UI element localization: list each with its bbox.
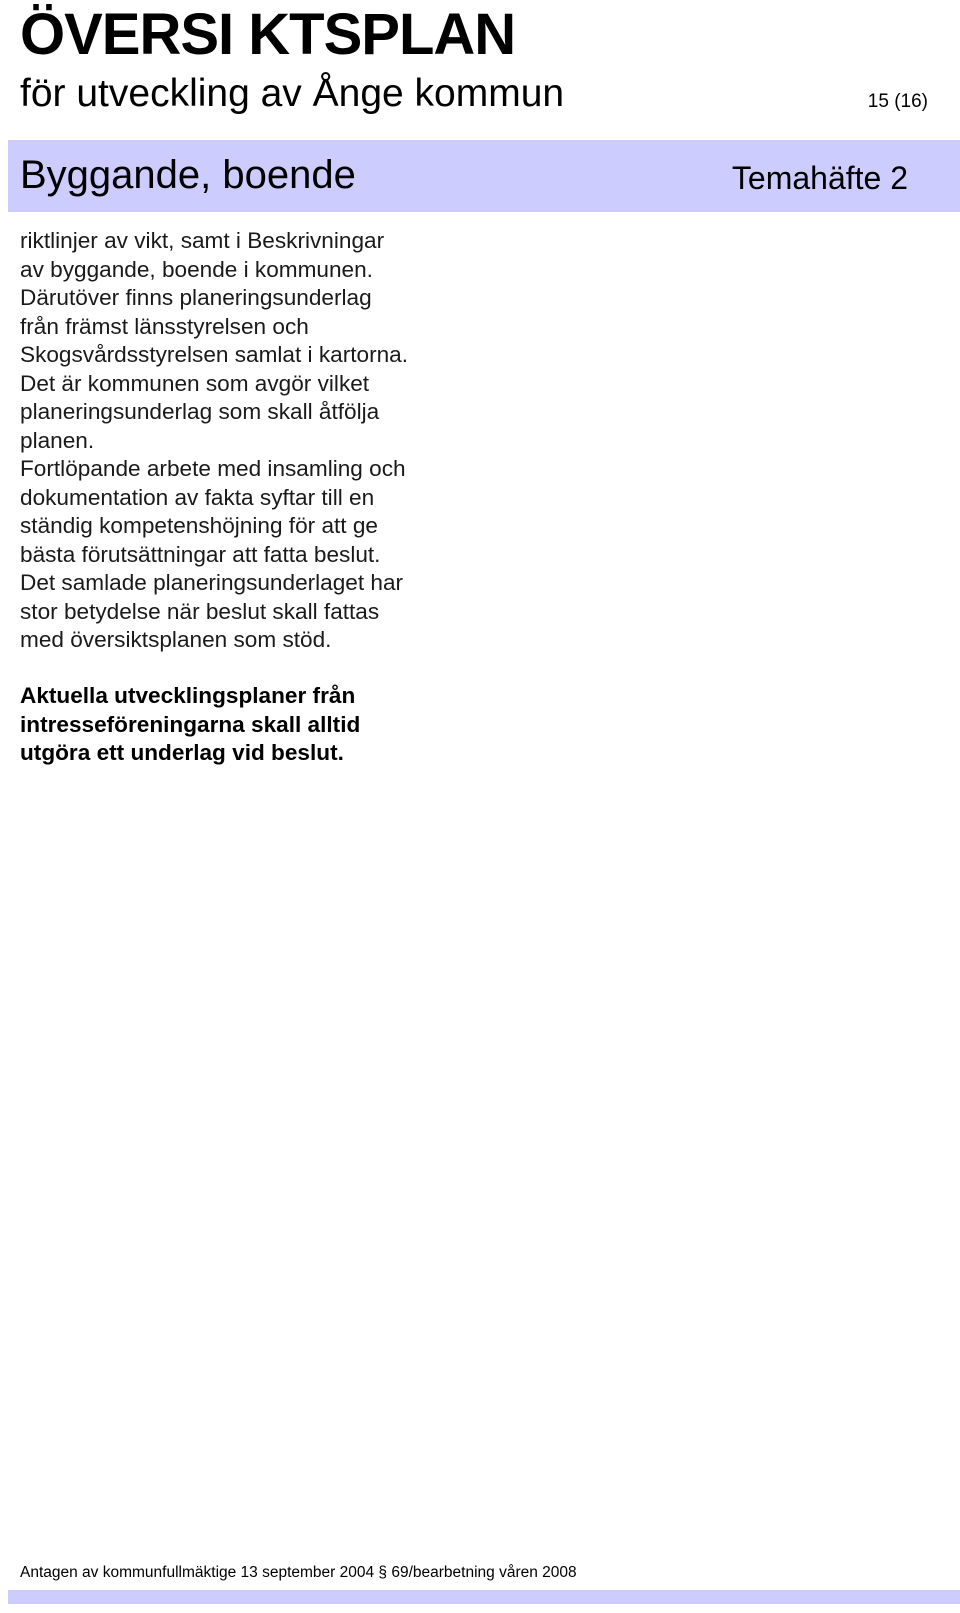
page-number: 15 (16) [867,91,928,112]
document-title: ÖVERSI KTSPLAN [20,2,516,67]
emphasis-paragraph: Aktuella utvecklingsplaner från intresseföreningarna skall alltid utgöra ett underlag vid beslut. [20,683,361,765]
body-paragraph: riktlinjer av vikt, samt i Beskrivningar av byggande, boende i kommunen. Därutöver finns planeringsunderlag från främst länsstyrelsen och Skogsvårdsstyrelsen samlat i kartorna. Det är kommunen som avgör vilket planeringsunderlag som skall åtfölja planen. Fortlöpande arbete med insamling och dokumentation av fakta syftar till en ständig kompetenshöjning för att ge bästa förutsättningar att fatta beslut. Det samlade planeringsunderlaget har stor betydelse när beslut skall fattas med översiktsplanen som stöd. [20,228,409,652]
document-subtitle: för utveckling av Ånge kommun [20,72,565,115]
theme-header-band [8,140,960,212]
section-title: Byggande, boende [20,153,356,197]
theme-label: Temahäfte 2 [731,160,908,196]
footer-text: Antagen av kommunfullmäktige 13 september 2004 § 69/bearbetning våren 2008 [20,1564,577,1581]
footer-band [8,1590,960,1604]
